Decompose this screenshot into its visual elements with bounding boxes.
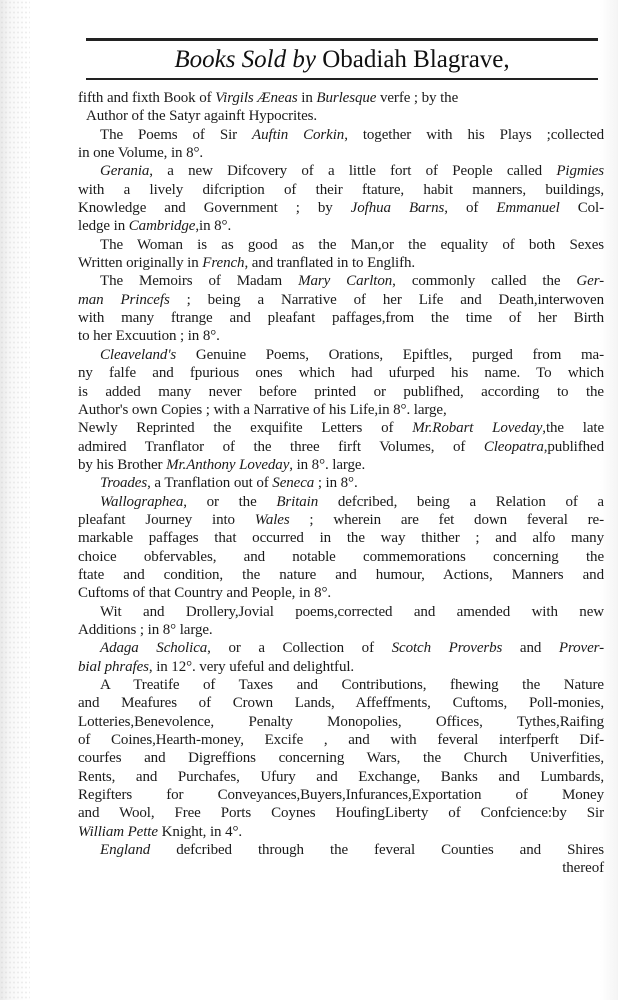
roman-text: Genuine Poems, Orations, Epiftles, purged from ma- [176,346,604,363]
text-line [78,383,604,401]
italic-text: Pigmies [556,163,604,180]
text-line [78,474,604,492]
roman-text: and [502,640,559,657]
italic-text: Ger- [576,273,605,290]
roman-text: defcribed, being a Relation of a [318,493,604,510]
italic-text: French [202,255,245,272]
roman-text: , in 12°. very ufeful and delightful. [148,658,355,675]
italic-text: William Pette [78,823,158,840]
text-line [78,126,604,144]
text-line [78,548,604,566]
italic-text: Mary Carlton [298,273,393,290]
text-line [78,291,604,309]
text-line [78,749,604,767]
text-line [78,841,604,859]
text-line [78,584,604,602]
italic-text: Mr.Anthony Loveday [166,456,290,473]
italic-text: Wales [254,511,290,528]
text-line [78,658,604,676]
italic-text: Burlesque [316,90,377,106]
text-line [78,199,604,217]
text-line [78,529,604,547]
italic-text: Cleaveland's [100,346,177,363]
roman-text: , a new Difcovery of a little fort of People called [149,163,557,180]
roman-text: Knowledge and Government ; by [78,200,351,217]
roman-text: Cuftoms of that Country and People, in 8°. [78,585,332,602]
roman-text: and Wool, Free Ports Coynes HoufingLiberty of Confcience:by Sir [78,805,604,822]
italic-text: Britain [276,493,319,510]
header-prefix: Books Sold by [174,46,316,73]
roman-text: pleafant Journey into [78,511,255,528]
roman-text: The Memoirs of Madam [100,273,299,290]
italic-text: Emmanuel [496,200,560,217]
text-line [78,768,604,786]
roman-text: ; being a Narrative of her Life and Death,interwoven [169,291,604,308]
roman-text: ,in 8°. [195,218,232,235]
roman-text: A Treatife of Taxes and Contributions, fhewing the Nature [100,677,604,693]
roman-text: verfe ; by the [376,90,459,106]
text-line [78,89,604,107]
italic-text: Wallographea [100,493,184,510]
roman-text: with many ftrange and pleafant paffages,from the time of her Birth [78,310,604,327]
roman-text: of Coines,Hearth-money, Excife , and with feveral interfperft Dif- [78,732,604,749]
text-line [78,401,604,419]
roman-text: , in 8°. large. [289,456,366,473]
italic-text: Auftin Corkin [252,126,345,143]
italic-text: bial phrafes [78,658,149,675]
roman-text: markable paffages that occurred in the way thither ; and alfo many [78,530,604,547]
text-line [78,639,604,657]
text-line [78,731,604,749]
roman-text: ny falfe and fpurious ones which had ufurped his name. To which [78,365,604,382]
text-line [78,603,604,621]
italic-text: Troades [100,475,148,492]
text-line [78,511,604,529]
italic-text: Mr.Robart Loveday [412,420,543,437]
italic-text: Virgils Æneas [215,90,298,106]
roman-text: defcribed through the feveral Counties and Shires [150,842,604,859]
roman-text: The Poems of Sir [100,126,253,143]
roman-text: by his Brother [78,456,167,473]
text-line [78,419,604,437]
text-line [78,217,604,235]
roman-text: Author of the Satyr againft Hypocrites. [86,108,318,125]
text-line [78,309,604,327]
roman-text: Knight, in 4°. [157,823,243,840]
page-header [86,44,598,76]
roman-text: Author's own Copies ; with a Narrative of his Life,in 8°. large, [78,401,447,418]
roman-text: Col- [559,200,604,217]
text-line [78,676,604,694]
text-line [78,327,604,345]
binding-gutter [0,0,30,1000]
roman-text: Additions ; in 8° large. [78,621,213,638]
roman-text: is added many never before printed or publifhed, according to the [78,383,604,400]
roman-text: thereof [562,860,604,877]
roman-text: to her Excuution ; in 8°. [78,328,220,345]
text-line [78,786,604,804]
text-line [78,364,604,382]
text-line [78,823,604,841]
roman-text: admired Tranflator of the three firft Volumes, of [78,438,484,455]
italic-text: Gerania [100,163,150,180]
text-line [78,694,604,712]
roman-text: , or a Collection of [207,640,392,657]
text-line [78,181,604,199]
italic-text: Jofhua Barns [350,200,445,217]
roman-text: and Meafures of Crown Lands, Affeffments, Cuftoms, Poll-monies, [78,695,604,712]
roman-text: Regifters for Conveyances,Buyers,Infurances,Exportation of Money [78,787,604,804]
roman-text: , and tranflated in to Englifh. [244,255,416,272]
roman-text: , commonly called the [392,273,577,290]
roman-text: , a Tranflation out of [147,475,273,492]
text-line [78,859,604,877]
roman-text: , of [444,200,497,217]
text-line [78,107,604,125]
roman-text: in one Volume, in 8°. [78,145,204,162]
italic-text: England [100,842,151,859]
text-line [78,254,604,272]
text-line [78,144,604,162]
roman-text: ledge in [78,218,129,235]
roman-text: fifth and fixth Book of [78,90,216,106]
roman-text: ,publifhed [543,438,604,455]
roman-text: ,the late [542,420,605,437]
italic-text: Seneca [272,475,315,492]
text-line [78,713,604,731]
roman-text: with a lively difcription of their ftature, habit manners, buildings, [78,181,604,198]
roman-text: ; in 8°. [314,475,358,492]
italic-text: Adaga Scholica [100,640,208,657]
text-line [78,621,604,639]
text-line [78,493,604,511]
roman-text: ftate and condition, the nature and humour, Actions, Manners and [78,566,604,583]
roman-text: choice obfervables, and notable commemorations concerning the [78,548,604,565]
roman-text: Newly Reprinted the exquifite Letters of [78,420,413,437]
text-line [78,566,604,584]
italic-text: Prover- [558,640,604,657]
roman-text: , together with his Plays ;collected [344,126,604,143]
text-line [78,804,604,822]
header-publisher-name: Obadiah Blagrave, [322,46,510,73]
roman-text: Lotteries,Benevolence, Penalty Monopolies, Offices, Tythes,Raifing [78,713,604,730]
roman-text: in [297,90,317,106]
roman-text: Written originally in [78,255,203,272]
roman-text: , or the [183,493,277,510]
roman-text: The Woman is as good as the Man,or the equality of both Sexes [100,236,604,253]
header-rule-bottom [86,78,598,80]
roman-text: Wit and Drollery,Jovial poems,corrected and amended with new [100,603,604,620]
text-line [78,438,604,456]
italic-text: Scotch Proverbs [391,640,503,657]
roman-text: ; wherein are fet down feveral re- [289,511,604,528]
italic-text: Cambridge [128,218,196,235]
text-line [78,236,604,254]
text-line [78,346,604,364]
text-line [78,456,604,474]
italic-text: man Princefs [78,291,170,308]
text-line [78,162,604,180]
italic-text: Cleopatra [483,438,544,455]
text-line [78,272,604,290]
roman-text: Rents, and Purchafes, Ufury and Exchange, Banks and Lumbards, [78,768,604,785]
book-list-text [78,89,604,878]
roman-text: courfes and Digreffions concerning Wars, the Church Univerfities, [78,750,604,767]
header-rule-top [86,38,598,41]
